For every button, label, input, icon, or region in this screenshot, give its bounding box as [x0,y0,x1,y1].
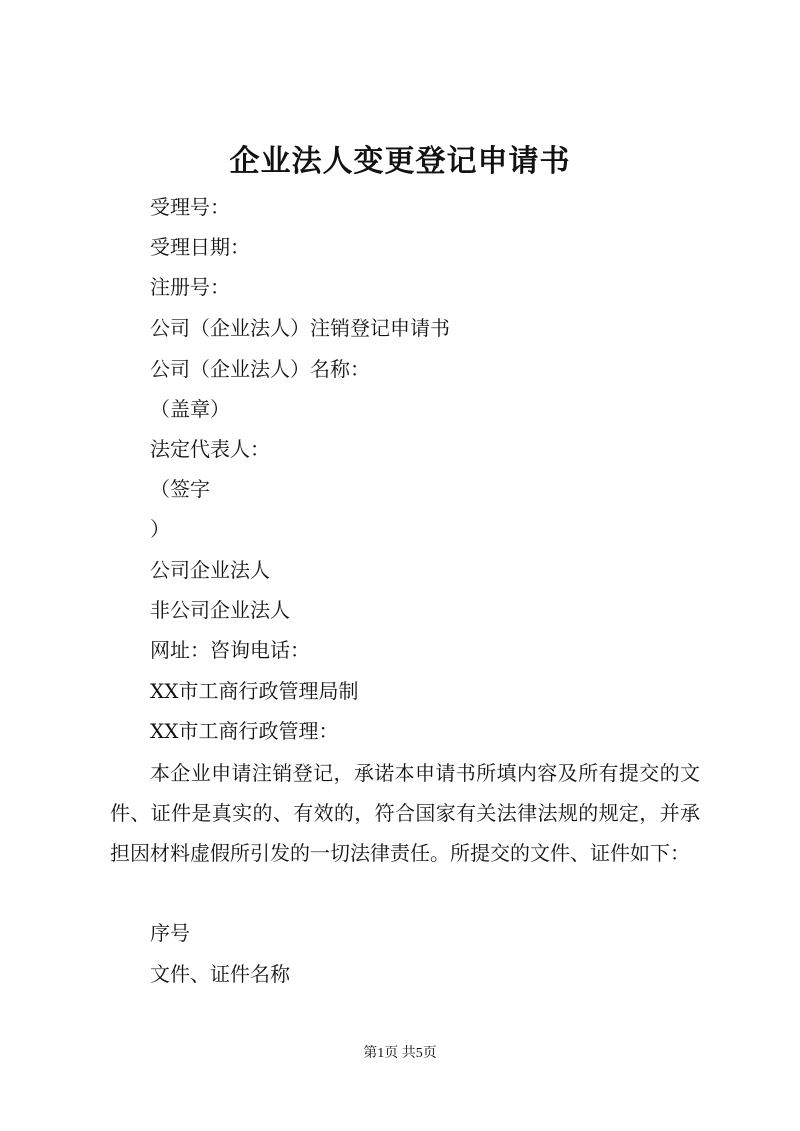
company-name-label: 公司（企业法人）名称： [150,357,370,381]
website-phone-label: 网址：咨询电话： [150,638,310,662]
registration-number-label: 注册号： [150,275,230,299]
document-name-column-label: 文件、证件名称 [150,962,290,986]
serial-number-column-label: 序号 [150,921,190,945]
legal-representative-label: 法定代表人： [150,437,270,461]
non-company-legal-person-label: 非公司企业法人 [150,598,290,622]
deregistration-form-heading: 公司（企业法人）注销登记申请书 [150,316,450,340]
signature-label-open: （签字 [150,477,210,501]
document-title: 企业法人变更登记申请书 [229,144,571,179]
issuing-bureau-label: XX市工商行政管理局制 [150,679,359,703]
acceptance-number-label: 受理号： [150,195,230,219]
declaration-paragraph: 本企业申请注销登记，承诺本申请书所填内容及所有提交的文件、证件是真实的、有效的，符合国家有关法律法规的规定，并承担因材料虚假所引发的一切法律责任。所提交的文件、证件如下： [110,761,700,865]
page-number: 第1页 共5页 [363,1046,437,1061]
signature-label-close: ） [150,517,170,541]
acceptance-date-label: 受理日期： [150,235,250,259]
seal-label: （盖章） [150,397,230,421]
addressee-label: XX市工商行政管理： [150,719,339,743]
company-legal-person-label: 公司企业法人 [150,558,270,582]
